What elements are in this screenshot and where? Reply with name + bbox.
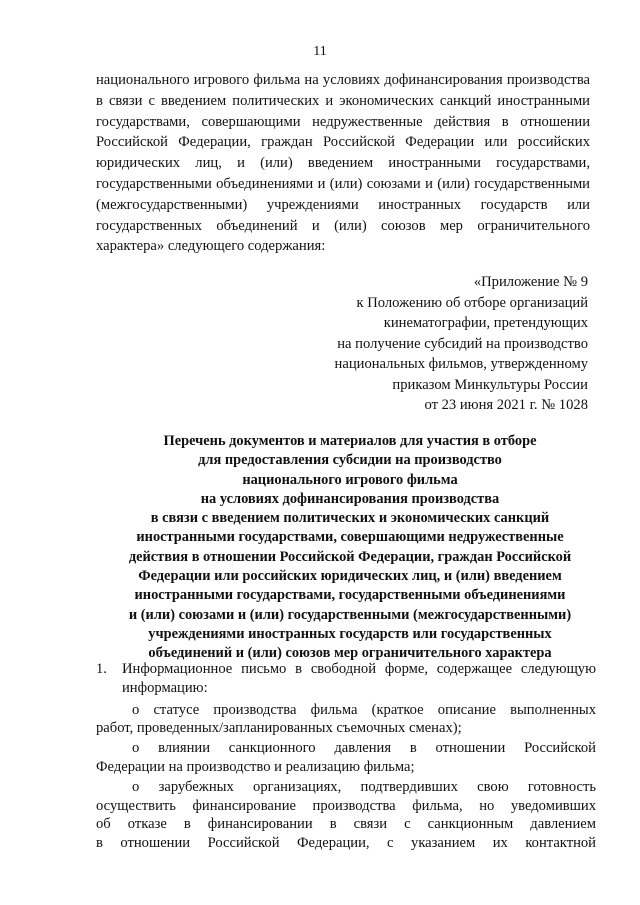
document-title <box>90 432 610 664</box>
list-item-text: информацию: <box>122 679 208 696</box>
bullet-line: Федерации на производство и реализацию фильма; <box>96 758 415 775</box>
title-line: Перечень документов и материалов для участия в отборе <box>163 433 537 449</box>
bullet-line: в отношении Российской Федерации, с указанием их контактной <box>96 835 596 852</box>
intro-paragraph: национального игрового фильма на условиях дофинансирования производства в связи с введением политических и экономических санкций иностранными государствами, совершающими недружественные действия в отношении Российской Федерации, граждан Российской Федерации или российских юридических лиц, и (или) введением иностранными государствами, государственными объединениями и (или) союзами и (или) государственными (межгосударственными) учреждениями иностранных государств или государственных объединений и (или) союзов мер ограничительного характера» следующего содержания: <box>96 72 590 255</box>
appendix-line: «Приложение № 9 <box>473 274 588 290</box>
appendix-reference <box>268 272 588 416</box>
appendix-line: кинематографии, претендующих <box>383 315 588 331</box>
list-item-number: 1. <box>96 661 107 677</box>
appendix-line: от 23 июня 2021 г. № 1028 <box>424 397 588 413</box>
list-bullet <box>96 778 596 853</box>
appendix-line: приказом Минкультуры России <box>392 376 588 393</box>
list-item-text: Информационное письмо в свободной форме, содержащее следующую <box>122 661 596 677</box>
bullet-line: об отказе в финансировании в связи с санкционным давлением <box>96 816 596 833</box>
list-bullet <box>96 739 596 777</box>
title-line: для предоставления субсидии на производство <box>198 452 502 469</box>
appendix-line: к Положению об отборе организаций <box>356 294 588 311</box>
bullet-line: о статусе производства фильма (краткое описание выполненных <box>132 701 596 718</box>
title-line: объединений и (или) союзов мер ограничительного характера <box>148 645 552 662</box>
bullet-line: осуществить финансирование производства фильма, но уведомивших <box>96 797 596 814</box>
title-line: иностранными государствами, совершающими недружественные <box>136 529 564 546</box>
appendix-line: национальных фильмов, утвержденному <box>334 356 588 372</box>
title-line: иностранными государствами, государственными объединениями <box>134 587 566 604</box>
page-number: 11 <box>313 44 327 59</box>
title-line: действия в отношении Российской Федерации, граждан Российской <box>128 548 572 565</box>
title-line: национального игрового фильма <box>242 471 458 488</box>
document-list <box>96 660 596 853</box>
title-line: учреждениями иностранных государств или государственных <box>148 625 552 642</box>
bullet-line: о влиянии санкционного давления в отношении Российской <box>132 740 596 757</box>
appendix-line: на получение субсидий на производство <box>337 335 588 352</box>
title-line: в связи с введением политических и экономических санкций <box>150 510 550 527</box>
list-bullet <box>96 701 596 739</box>
title-line: Федерации или российских юридических лиц, и (или) введением <box>138 568 562 585</box>
bullet-line: работ, проведенных/запланированных съемочных сменах); <box>96 720 462 737</box>
title-line: и (или) союзами и (или) государственными (межгосударственными) <box>128 606 572 623</box>
bullet-line: о зарубежных организациях, подтвердивших свою готовность <box>132 778 596 795</box>
title-line: на условиях дофинансирования производства <box>200 490 500 507</box>
